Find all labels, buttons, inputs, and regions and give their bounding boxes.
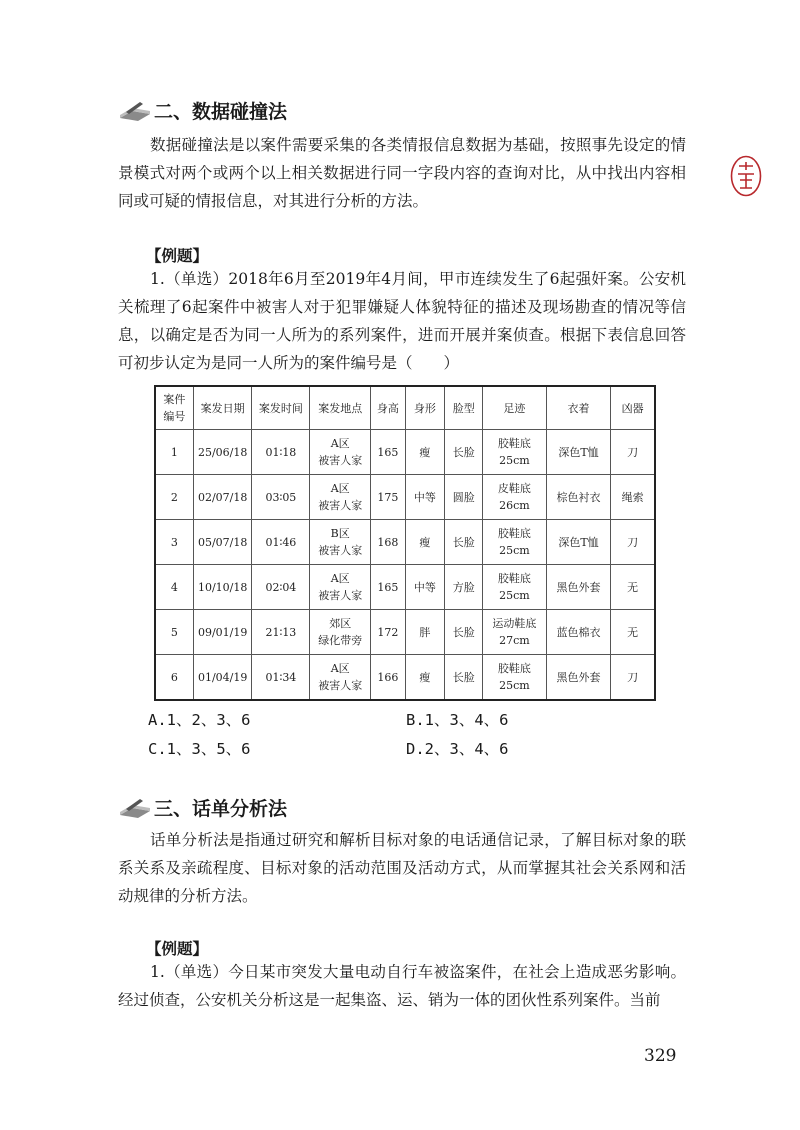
table-header-cell: 足迹 bbox=[483, 386, 547, 430]
page-number: 329 bbox=[644, 1046, 677, 1066]
pen-book-icon bbox=[118, 100, 152, 122]
table-cell: 175 bbox=[371, 475, 405, 520]
table-cell: 胖 bbox=[405, 610, 445, 655]
table-cell: 蓝色棉衣 bbox=[546, 610, 611, 655]
table-cell: 胶鞋底 25cm bbox=[483, 430, 547, 475]
table-cell: 绳索 bbox=[611, 475, 655, 520]
table-header-cell: 案发地点 bbox=[310, 386, 371, 430]
table-header-cell: 身形 bbox=[405, 386, 445, 430]
table-cell: 21∶13 bbox=[252, 610, 310, 655]
table-cell: 01∶34 bbox=[252, 655, 310, 701]
table-row bbox=[155, 655, 655, 701]
table-cell: 02∶04 bbox=[252, 565, 310, 610]
example-label: 【例题】 bbox=[146, 940, 209, 958]
table-cell: 172 bbox=[371, 610, 405, 655]
table-cell: A区 被害人家 bbox=[310, 565, 371, 610]
table-cell: 方脸 bbox=[445, 565, 483, 610]
table-cell: 165 bbox=[371, 565, 405, 610]
table-cell: 深色T恤 bbox=[546, 430, 611, 475]
table-cell: 瘦 bbox=[405, 430, 445, 475]
table-cell: 皮鞋底 26cm bbox=[483, 475, 547, 520]
table-cell: 无 bbox=[611, 565, 655, 610]
table-cell: A区 被害人家 bbox=[310, 475, 371, 520]
table-header-cell: 案发时间 bbox=[252, 386, 310, 430]
table-header-row bbox=[155, 386, 655, 430]
option-c: C.1、3、5、6 bbox=[148, 740, 251, 758]
table-cell: 10/10/18 bbox=[193, 565, 252, 610]
table-cell: 长脸 bbox=[445, 430, 483, 475]
table-cell: 运动鞋底 27cm bbox=[483, 610, 547, 655]
table-cell: 中等 bbox=[405, 565, 445, 610]
table-cell: 166 bbox=[371, 655, 405, 701]
table-cell: 4 bbox=[155, 565, 193, 610]
table-row bbox=[155, 610, 655, 655]
seal-logo bbox=[729, 154, 763, 198]
example-label: 【例题】 bbox=[146, 247, 209, 265]
table-cell: 03∶05 bbox=[252, 475, 310, 520]
table-header-cell: 脸型 bbox=[445, 386, 483, 430]
table-cell: 01∶18 bbox=[252, 430, 310, 475]
table-cell: 25/06/18 bbox=[193, 430, 252, 475]
table-cell: 6 bbox=[155, 655, 193, 701]
table-cell: 01/04/19 bbox=[193, 655, 252, 701]
table-cell: 圆脸 bbox=[445, 475, 483, 520]
table-cell: 深色T恤 bbox=[546, 520, 611, 565]
table-cell: 黑色外套 bbox=[546, 655, 611, 701]
table-cell: 02/07/18 bbox=[193, 475, 252, 520]
table-cell: 168 bbox=[371, 520, 405, 565]
table-header-cell: 案发日期 bbox=[193, 386, 252, 430]
table-header-cell: 身高 bbox=[371, 386, 405, 430]
table-row bbox=[155, 430, 655, 475]
table-cell: 05/07/18 bbox=[193, 520, 252, 565]
option-b: B.1、3、4、6 bbox=[406, 711, 509, 729]
table-cell: 胶鞋底 25cm bbox=[483, 655, 547, 701]
section-heading-call-record: 三、话单分析法 bbox=[118, 794, 287, 821]
example1-question: 1.（单选）2018年6月至2019年4月间，甲市连续发生了6起强奸案。公安机关梳理了6起案件中被害人对于犯罪嫌疑人体貌特征的描述及现场勘查的情况等信息，以确定是否为同一人所为的系列案件，进而开展并案侦查。根据下表信息回答可初步认定为是同一人所为的案件编号是（ ） bbox=[118, 270, 686, 372]
table-header-cell: 衣着 bbox=[546, 386, 611, 430]
table-cell: 刀 bbox=[611, 655, 655, 701]
table-cell: 瘦 bbox=[405, 655, 445, 701]
table-cell: 长脸 bbox=[445, 610, 483, 655]
table-cell: 1 bbox=[155, 430, 193, 475]
table-cell: 胶鞋底 25cm bbox=[483, 520, 547, 565]
table-cell: A区 被害人家 bbox=[310, 655, 371, 701]
table-row bbox=[155, 475, 655, 520]
table-cell: 棕色衬衣 bbox=[546, 475, 611, 520]
table-cell: B区 被害人家 bbox=[310, 520, 371, 565]
table-cell: 黑色外套 bbox=[546, 565, 611, 610]
table-row bbox=[155, 520, 655, 565]
table-cell: 刀 bbox=[611, 430, 655, 475]
table-header-cell: 案件 编号 bbox=[155, 386, 193, 430]
table-cell: 郊区 绿化带旁 bbox=[310, 610, 371, 655]
table-cell: 胶鞋底 25cm bbox=[483, 565, 547, 610]
table-body bbox=[155, 430, 655, 701]
example2-question: 1.（单选）今日某市突发大量电动自行车被盗案件，在社会上造成恶劣影响。经过侦查，公安机关分析这是一起集盗、运、销为一体的团伙性系列案件。当前 bbox=[118, 963, 686, 1009]
table-cell: 刀 bbox=[611, 520, 655, 565]
pen-book-icon bbox=[118, 797, 152, 819]
table-header-cell: 凶器 bbox=[611, 386, 655, 430]
table-cell: 中等 bbox=[405, 475, 445, 520]
table-cell: 长脸 bbox=[445, 655, 483, 701]
section-heading-data-collision: 二、数据碰撞法 bbox=[118, 97, 287, 124]
table-cell: 无 bbox=[611, 610, 655, 655]
section2-paragraph: 数据碰撞法是以案件需要采集的各类情报信息数据为基础，按照事先设定的情景模式对两个或两个以上相关数据进行同一字段内容的查询对比，从中找出内容相同或可疑的情报信息，对其进行分析的方法。 bbox=[118, 136, 686, 210]
section3-paragraph: 话单分析法是指通过研究和解析目标对象的电话通信记录，了解目标对象的联系关系及亲疏程度、目标对象的活动范围及活动方式，从而掌握其社会关系网和活动规律的分析方法。 bbox=[118, 831, 686, 905]
table-cell: 01∶46 bbox=[252, 520, 310, 565]
case-table bbox=[154, 385, 656, 701]
table-cell: 3 bbox=[155, 520, 193, 565]
table-cell: 165 bbox=[371, 430, 405, 475]
option-a: A.1、2、3、6 bbox=[148, 711, 251, 729]
table-cell: 5 bbox=[155, 610, 193, 655]
table-cell: 2 bbox=[155, 475, 193, 520]
option-d: D.2、3、4、6 bbox=[406, 740, 509, 758]
table-cell: 长脸 bbox=[445, 520, 483, 565]
table-cell: 09/01/19 bbox=[193, 610, 252, 655]
table-cell: A区 被害人家 bbox=[310, 430, 371, 475]
table-row bbox=[155, 565, 655, 610]
table-cell: 瘦 bbox=[405, 520, 445, 565]
